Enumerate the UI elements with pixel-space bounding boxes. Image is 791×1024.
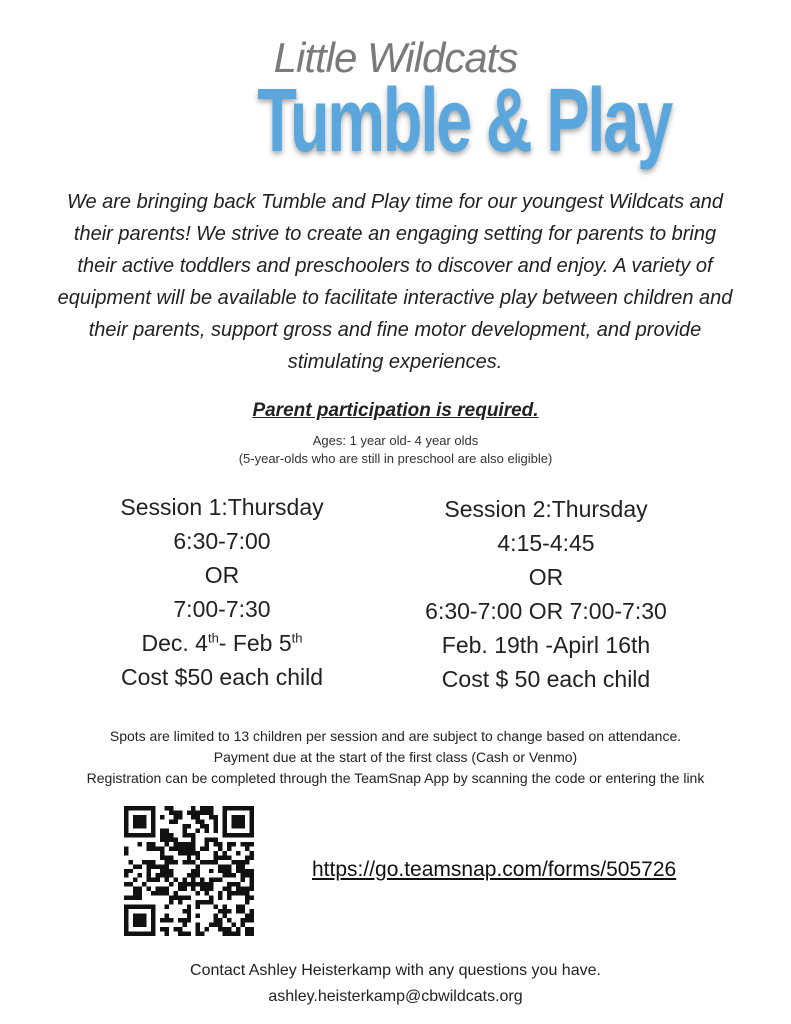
session-2-time-2: 6:30-7:00 OR 7:00-7:30 xyxy=(425,598,667,624)
notes-spots: Spots are limited to 13 children per session and are subject to change based on attendance. xyxy=(109,728,682,744)
notes-registration: Registration can be completed through the TeamSnap App by scanning the code or entering the link xyxy=(86,770,705,786)
session-1 xyxy=(62,490,382,694)
date-start-sup: th xyxy=(207,630,219,646)
date-end-sup: th xyxy=(291,630,303,646)
session-1-cost: Cost $50 each child xyxy=(120,664,323,690)
registration-link[interactable]: https://go.teamsnap.com/forms/505726 xyxy=(312,858,677,881)
participation-requirement: Parent participation is required. xyxy=(252,400,539,421)
session-1-time-1: 6:30-7:00 xyxy=(173,528,271,554)
date-start: Dec. 4 xyxy=(141,630,208,656)
session-2-or: OR xyxy=(528,564,564,590)
session-1-title: Session 1:Thursday xyxy=(120,494,324,520)
session-2-dates: Feb. 19th -Apirl 16th xyxy=(441,632,651,658)
session-2 xyxy=(386,492,706,696)
date-end: - Feb 5 xyxy=(218,630,292,656)
session-2-time-1: 4:15-4:45 xyxy=(497,530,595,556)
subtitle: Little Wildcats xyxy=(273,34,518,81)
ages-info xyxy=(0,432,791,468)
contact-info xyxy=(0,958,791,1010)
notes xyxy=(0,726,791,789)
session-1-dates xyxy=(62,626,382,660)
qr-code-icon[interactable] xyxy=(124,806,254,936)
session-1-time-2: 7:00-7:30 xyxy=(173,596,271,622)
intro-paragraph: We are bringing back Tumble and Play time for our youngest Wildcats and their parents! We strive to create an engaging setting for parents to bring their active toddlers and preschoolers to discover and enjoy. A variety of equipment will be available to facilitate interactive play between children and their parents, support gross and fine motor development, and provide stimulating experiences. xyxy=(57,191,733,373)
page-title: Tumble & Play xyxy=(257,71,672,171)
ages-line: Ages: 1 year old- 4 year olds xyxy=(312,433,479,448)
notes-payment: Payment due at the start of the first class (Cash or Venmo) xyxy=(213,749,578,765)
contact-email: ashley.heisterkamp@cbwildcats.org xyxy=(268,988,523,1005)
session-1-or: OR xyxy=(204,562,240,588)
session-2-cost: Cost $ 50 each child xyxy=(441,666,651,692)
ages-eligibility-line: (5-year-olds who are still in preschool are also eligible) xyxy=(238,451,553,466)
contact-line: Contact Ashley Heisterkamp with any questions you have. xyxy=(190,962,601,979)
session-2-title: Session 2:Thursday xyxy=(444,496,648,522)
